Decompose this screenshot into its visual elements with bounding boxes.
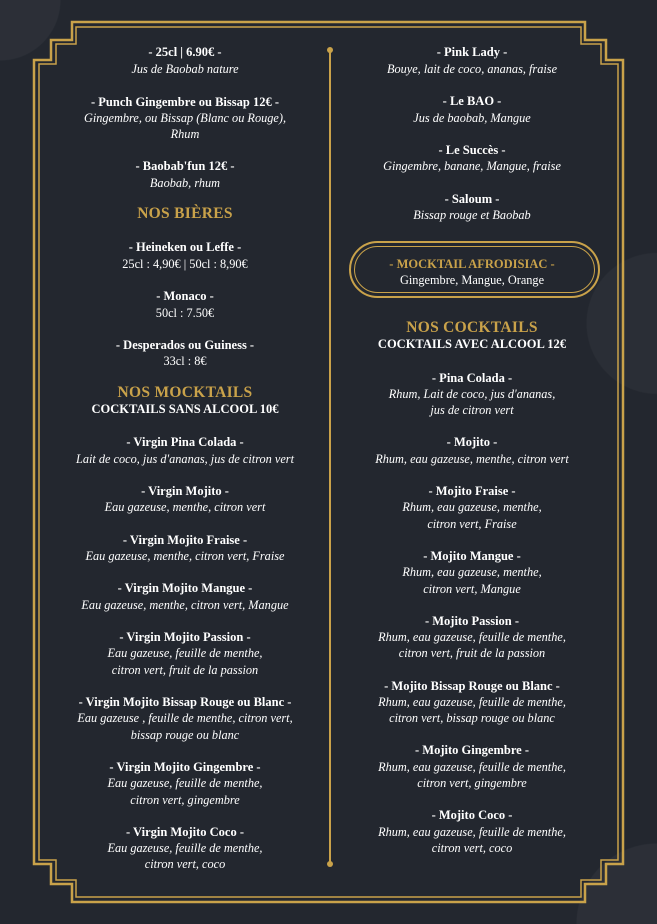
afrodisiac-title: - MOCKTAIL AFRODISIAC - — [389, 257, 555, 271]
item-title: - Le BAO - — [442, 94, 502, 108]
item-desc: Rhum, Lait de coco, jus d'ananas, — [388, 387, 556, 401]
item-desc: Eau gazeuse , feuille de menthe, citron vert, — [77, 711, 293, 725]
item-title: - Baobab'fun 12€ - — [135, 159, 235, 173]
item-desc: Eau gazeuse, feuille de menthe, — [107, 646, 263, 660]
item-title: - Mojito - — [446, 435, 498, 449]
item-title: - Mojito Gingembre - — [415, 743, 529, 757]
item-desc: Eau gazeuse, menthe, citron vert, Mangue — [81, 598, 289, 612]
item-desc: Eau gazeuse, menthe, citron vert — [104, 500, 266, 514]
section-title-cocktails: NOS COCKTAILS — [406, 319, 538, 336]
item-desc: Rhum, eau gazeuse, feuille de menthe, — [378, 630, 566, 644]
item-title: - Le Succès - — [438, 143, 506, 157]
item-desc: citron vert, fruit de la passion — [398, 646, 546, 660]
item-title: - Mojito Passion - — [424, 614, 520, 628]
item-desc: Baobab, rhum — [149, 176, 221, 190]
price-line: 50cl : 7.50€ — [155, 306, 215, 320]
item-title: - Mojito Bissap Rouge ou Blanc - — [384, 679, 560, 693]
item-title: - Virgin Mojito Mangue - — [117, 581, 253, 595]
item-title: - Punch Gingembre ou Bissap 12€ - — [91, 95, 279, 109]
afrodisiac-desc: Gingembre, Mangue, Orange — [399, 273, 545, 287]
item-desc: Gingembre, banane, Mangue, fraise — [383, 159, 561, 173]
item-title: - Virgin Mojito Passion - — [119, 630, 251, 644]
item-title: - Saloum - — [444, 192, 500, 206]
item-title: - Virgin Mojito Coco - — [125, 825, 245, 839]
item-desc: citron vert, gingembre — [130, 793, 240, 807]
item-desc: Rhum, eau gazeuse, menthe, citron vert — [375, 452, 569, 466]
item-desc: bissap rouge ou blanc — [130, 728, 240, 742]
item-desc: Eau gazeuse, feuille de menthe, — [107, 776, 263, 790]
item-desc: citron vert, coco — [144, 857, 226, 871]
item-title: - Virgin Mojito - — [141, 484, 229, 498]
item-desc: Rhum, eau gazeuse, menthe, — [402, 500, 542, 514]
item-desc: Jus de Baobab nature — [131, 62, 239, 76]
item-desc: Rhum, eau gazeuse, menthe, — [402, 565, 542, 579]
item-desc: citron vert, gingembre — [417, 776, 527, 790]
price-line: 33cl : 8€ — [163, 354, 207, 368]
item-desc: citron vert, coco — [431, 841, 513, 855]
item-title: - Virgin Pina Colada - — [126, 435, 244, 449]
item-desc: Rhum, eau gazeuse, feuille de menthe, — [378, 695, 566, 709]
item-desc: citron vert, fruit de la passion — [111, 663, 259, 677]
item-desc: Eau gazeuse, menthe, citron vert, Fraise — [85, 549, 285, 563]
item-desc: citron vert, Mangue — [423, 582, 521, 596]
section-title-mocktails: NOS MOCKTAILS — [117, 384, 253, 401]
item-title: - Pina Colada - — [431, 371, 513, 385]
item-desc: Gingembre, ou Bissap (Blanc ou Rouge), — [83, 111, 287, 125]
item-title: - Virgin Mojito Bissap Rouge ou Blanc - — [78, 695, 292, 709]
item-title: - Mojito Fraise - — [428, 484, 516, 498]
item-title: - Virgin Mojito Fraise - — [122, 533, 248, 547]
item-desc: Rhum, eau gazeuse, feuille de menthe, — [378, 760, 566, 774]
section-title-bieres: NOS BIÈRES — [137, 205, 233, 222]
item-desc: Bissap rouge et Baobab — [413, 208, 531, 222]
item-title: - Monaco - — [156, 289, 214, 303]
item-desc: jus de citron vert — [430, 403, 514, 417]
item-desc: citron vert, Fraise — [427, 517, 517, 531]
item-desc: Bouye, lait de coco, ananas, fraise — [386, 62, 558, 76]
item-desc: citron vert, bissap rouge ou blanc — [389, 711, 555, 725]
item-title: - Desperados ou Guiness - — [115, 338, 255, 352]
item-title: - 25cl | 6.90€ - — [148, 45, 222, 59]
item-desc: Rhum — [170, 127, 200, 141]
item-desc: Lait de coco, jus d'ananas, jus de citron vert — [75, 452, 295, 466]
price-line: 25cl : 4,90€ | 50cl : 8,90€ — [122, 257, 248, 271]
section-subtitle: COCKTAILS AVEC ALCOOL 12€ — [377, 337, 567, 351]
item-title: - Pink Lady - — [436, 45, 508, 59]
section-subtitle: COCKTAILS SANS ALCOOL 10€ — [91, 402, 279, 416]
item-title: - Heineken ou Leffe - — [128, 240, 242, 254]
item-desc: Jus de baobab, Mangue — [413, 111, 531, 125]
item-desc: Eau gazeuse, feuille de menthe, — [107, 841, 263, 855]
item-title: - Mojito Mangue - — [423, 549, 521, 563]
item-title: - Virgin Mojito Gingembre - — [109, 760, 261, 774]
item-desc: Rhum, eau gazeuse, feuille de menthe, — [378, 825, 566, 839]
item-title: - Mojito Coco - — [431, 808, 513, 822]
